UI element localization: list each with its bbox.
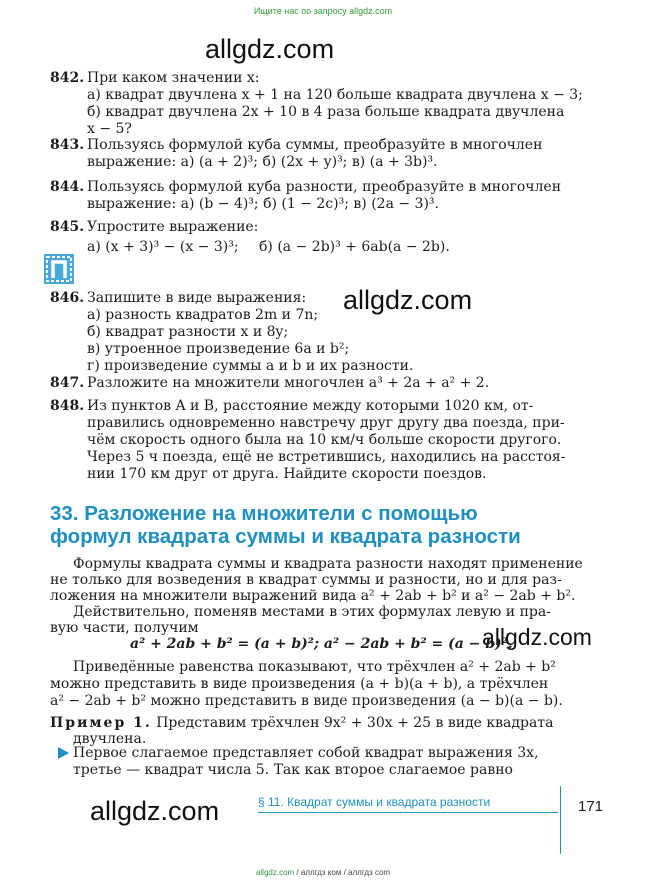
exercise-part-b: б) (a − 2b)³ + 6ab(a − 2b). (259, 239, 450, 255)
example-text: Представим трёхчлен 9x² + 30x + 25 в виде квадрата (156, 715, 554, 731)
watermark: allgdz.com (90, 796, 220, 826)
exercise-number: 847. (50, 375, 85, 391)
theory-line: вую части, получим (50, 620, 199, 636)
exercise-845 (50, 219, 570, 256)
section-marker (44, 254, 74, 284)
exercise-line: выражение: а) (a + 2)³; б) (2x + y)³; в) (a + 3b)³. (87, 154, 438, 170)
theory-line: ложения на множители выражений вида a² + 2ab + b² и a² − 2ab + b². (50, 588, 576, 604)
bottom-link[interactable]: аллгдз ком (300, 868, 342, 877)
exercise-line: Пользуясь формулой куба суммы, преобразуйте в многочлен (87, 137, 543, 153)
exercise-part-a: а) (x + 3)³ − (x − 3)³; (87, 239, 239, 255)
exercise-line: Запишите в виде выражения: (87, 290, 307, 306)
exercise-line: а) квадрат двучлена x + 1 на 120 больше квадрата двучлена x − 3; (87, 87, 583, 103)
exercise-line: x − 5? (87, 121, 132, 137)
exercise-847 (50, 375, 570, 392)
theory-line: Действительно, поменяв местами в этих формулах левую и пра- (73, 604, 551, 620)
exercise-line: правились одновременно навстречу друг другу два поезда, при- (87, 415, 565, 431)
watermark: allgdz.com (205, 34, 335, 64)
exercise-842 (50, 70, 583, 138)
exercise-line: б) квадрат двучлена 2x + 10 в 4 раза больше квадрата двучлена (87, 104, 565, 120)
example-label: Пример 1. (50, 715, 152, 731)
footer-rule (258, 812, 558, 813)
exercise-846 (50, 290, 570, 375)
exercise-line: нии 170 км друг от друга. Найдите скорости поездов. (87, 466, 487, 482)
exercise-848 (50, 398, 570, 483)
solution-line: третье — квадрат числа 5. Так как второе слагаемое равно (73, 762, 513, 778)
section-title-line-2: формул квадрата суммы и квадрата разности (50, 525, 521, 548)
exercise-line: Упростите выражение: (87, 219, 259, 235)
bottom-link[interactable]: аллгдз com (348, 868, 391, 877)
exercise-line (50, 239, 570, 256)
exercise-line: Через 5 ч поезда, ещё не встретившись, находились на расстоя- (87, 449, 566, 465)
exercise-line: б) квадрат разности x и 8y; (87, 324, 289, 340)
footer-title: § 11. Квадрат суммы и квадрата разности (258, 795, 491, 809)
formula: a² + 2ab + b² = (a + b)²; a² − 2ab + b² = (a − b)². (130, 636, 513, 652)
exercise-number: 848. (50, 398, 85, 414)
exercise-line: а) разность квадратов 2m и 7n; (87, 307, 319, 323)
example-line: двучлена. (73, 731, 147, 747)
page-number-divider (560, 786, 561, 854)
page-number: 171 (578, 798, 604, 815)
exercise-line: в) утроенное произведение 6a и b²; (87, 341, 350, 357)
exercise-line: выражение: а) (b − 4)³; б) (1 − 2c)³; в) (2a − 3)³. (87, 196, 439, 212)
exercise-number: 843. (50, 137, 85, 153)
separator: / (343, 868, 346, 877)
watermark: allgdz.com (482, 624, 592, 650)
exercise-line: г) произведение суммы a и b и их разности. (87, 358, 414, 374)
solution-line: Первое слагаемое представляет собой квадрат выражения 3x, (73, 745, 539, 761)
marker-glyph-icon (44, 254, 74, 284)
exercise-843 (50, 137, 570, 171)
theory-line: Формулы квадрата суммы и квадрата разности находят применение (73, 556, 583, 572)
example-line (50, 715, 553, 732)
exercise-number: 844. (50, 179, 85, 195)
exercise-number: 846. (50, 290, 85, 306)
theory-line: не только для возведения в квадрат суммы и разности, но и для раз- (50, 572, 562, 588)
exercise-line: Разложите на множители многочлен a³ + 2a + a² + 2. (87, 375, 490, 391)
watermark: allgdz.com (343, 285, 473, 315)
exercise-number: 845. (50, 219, 85, 235)
section-title-line-1: 33. Разложение на множители с помощью (50, 502, 478, 525)
exercise-number: 842. (50, 70, 85, 86)
exercise-line: При каком значении x: (87, 70, 260, 86)
theory-line: a² − 2ab + b² можно представить в виде произведения (a − b)(a − b). (50, 693, 563, 709)
bottom-banner (0, 868, 646, 877)
exercise-line: Пользуясь формулой куба разности, преобразуйте в многочлен (87, 179, 562, 195)
theory-line: можно представить в виде произведения (a + b)(a + b), а трёхчлен (50, 676, 549, 692)
separator: / (296, 868, 299, 877)
theory-line: Приведённые равенства показывают, что трёхчлен a² + 2ab + b² (73, 659, 556, 675)
exercise-844 (50, 179, 570, 213)
exercise-line: чём скорость одного была на 10 км/ч больше скорости другого. (87, 432, 562, 448)
bottom-link[interactable]: allgdz.com (255, 868, 295, 877)
top-banner: Ищите нас по запросу allgdz.com (253, 6, 393, 16)
exercise-line: Из пунктов A и B, расстояние между которыми 1020 км, от- (87, 398, 534, 414)
